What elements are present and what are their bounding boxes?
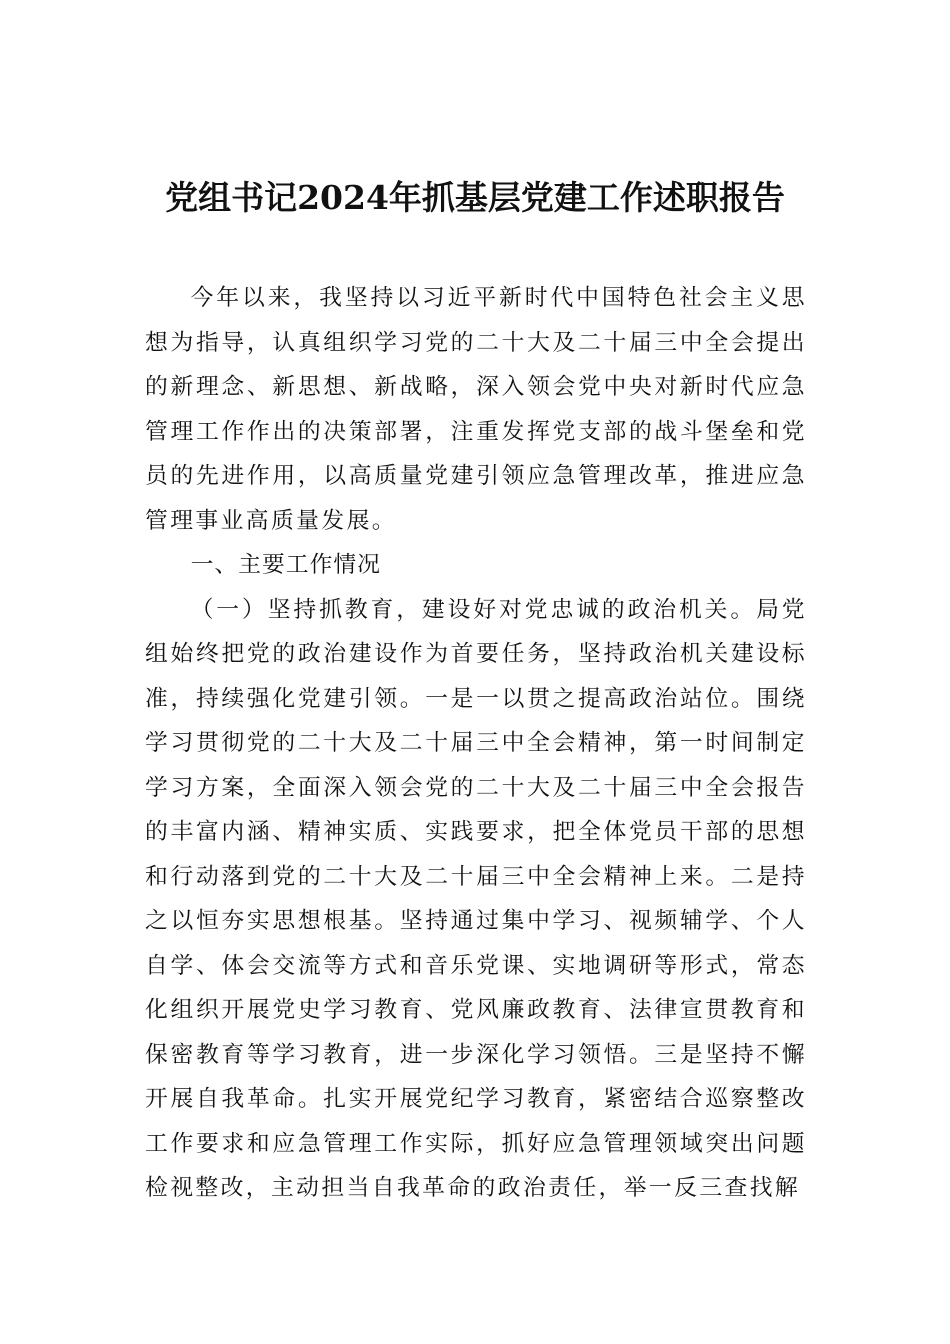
document-title: 党组书记2024年抓基层党建工作述职报告 [165, 178, 785, 217]
section-paragraph: （一）坚持抓教育，建设好对党忠诚的政治机关。局党组始终把党的政治建设作为首要任务，坚持政治机关建设标准，持续强化党建引领。一是一以贯之提高政治站位。围绕学习贯彻党的二十大及二十届三中全会精神，第一时间制定学习方案，全面深入领会党的二十大及二十届三中全会报告的丰富内涵、精神实质、实践要求，把全体党员干部的思想和行动落到党的二十大及二十届三中全会精神上来。二是持之以恒夯实思想根基。坚持通过集中学习、视频辅学、个人自学、体会交流等方式和音乐党课、实地调研等形式，常态化组织开展党史学习教育、党风廉政教育、法律宣贯教育和保密教育等学习教育，进一步深化学习领悟。三是坚持不懈开展自我革命。扎实开展党纪学习教育，紧密结合巡察整改工作要求和应急管理工作实际，抓好应急管理领域突出问题检视整改，主动担当自我革命的政治责任，举一反三查找解 [145, 596, 807, 1201]
intro-paragraph: 今年以来，我坚持以习近平新时代中国特色社会主义思想为指导，认真组织学习党的二十大及二十届三中全会提出的新理念、新思想、新战略，深入领会党中央对新时代应急管理工作作出的决策部署，注重发挥党支部的战斗堡垒和党员的先进作用，以高质量党建引领应急管理改革，推进应急管理事业高质量发展。 [145, 285, 807, 534]
document-body [145, 276, 807, 1211]
section-heading: 一、主要工作情况 [190, 552, 381, 578]
